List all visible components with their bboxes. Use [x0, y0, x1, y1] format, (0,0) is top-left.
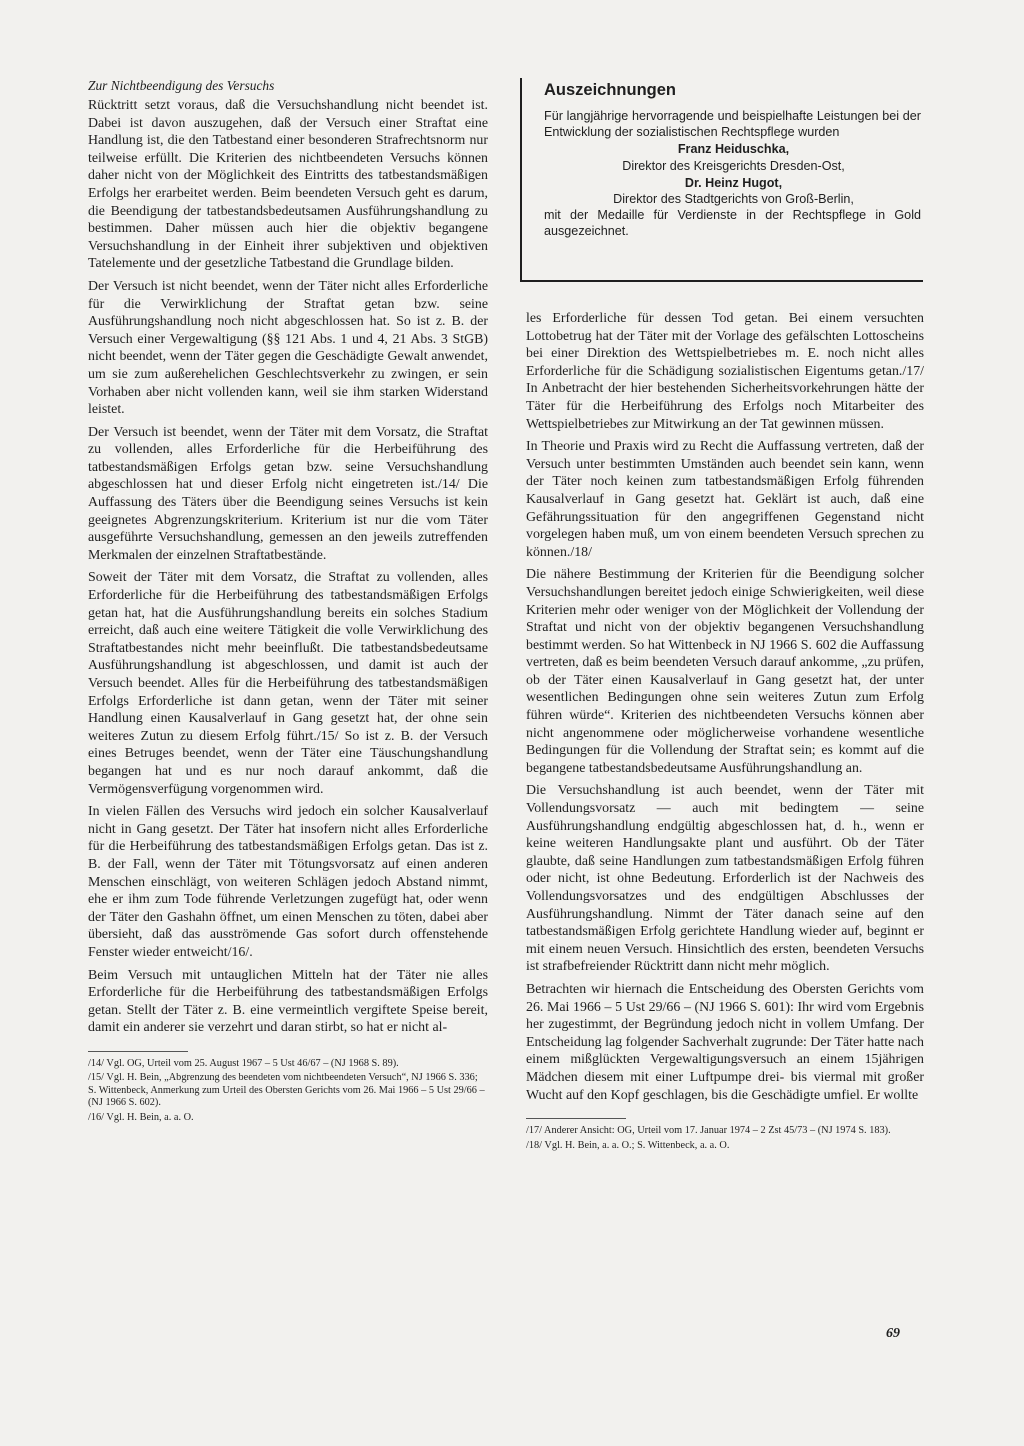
page-number: 69 — [886, 1326, 900, 1341]
paragraph: Die nähere Bestimmung der Kriterien für die Beendigung solcher Versuchshandlungen bereitet jedoch einige Schwierigkeiten, weil diese Kriterien mehr oder weniger von der Möglichkeit der Vollendung der Straftat und nicht von der objektiv begangenen Versuchshandlung bestimmt werden. So hat Wittenbeck in NJ 1966 S. 602 die Auffassung vertreten, daß es beim beendeten Versuch darauf ankomme, „zu prüfen, ob der Täter einen Kausalverlauf in Gang gesetzt hat, der unter wesentlichen Bedingungen ohne sein weiteres Zutun zum Erfolg führen würde“. Kriterien des nichtbeendeten Versuchs können aber nicht angenommene oder möglicherweise vorhandene wesentliche Bedingungen für die Vollendung der Straftat sein; es kommt auf die begangene tatbestandsbedeutsame Ausführungshandlung an. — [526, 567, 924, 776]
recipient-name: Franz Heiduschka, — [677, 142, 790, 157]
award-outro: mit der Medaille für Verdienste in der Rechtspflege in Gold ausgezeichnet. — [544, 208, 921, 239]
paragraph: Betrachten wir hiernach die Entscheidung des Obersten Gerichts vom 26. Mai 1966 – 5 Ust 29/66 – (NJ 1966 S. 601): Ihr wird vom Ergebnis her zugestimmt, der Begründung jedoch nicht in vollem Umfang. Der Entscheidung lag folgender Sachverhalt zugrunde: Der Täter hatte nach einem mißglückten Vergewaltigungsversuch an einem 15jährigen Mädchen diesem mit einer Luftpumpe drei- bis viermal mit großer Wucht auf den Kopf geschlagen, bis die Geschädigte umfiel. Er wollte — [526, 981, 924, 1103]
footnote: /16/ Vgl. H. Bein, a. a. O. — [88, 1111, 194, 1123]
paragraph: Soweit der Täter mit dem Vorsatz, die Straftat zu vollenden, alles Erforderliche für die Herbeiführung des tatbestandsmäßigen Erfolgs getan hat, hat die Ausführungshandlung bereits ein solches Stadium erreicht, daß auch eine weitere Tätigkeit die volle Verwirklichung des Straftatbestandes nicht mehr beeinflußt. Die tatbestandsbedeutsame Ausführungshandlung ist abgeschlossen, und damit ist auch der Versuch beendet. Alles für die Herbeiführung des tatbestandsmäßigen Erfolgs Erforderliche ist dann getan, wenn der Täter mit seiner Handlung einen Kausalverlauf in Gang gesetzt hat, der ohne sein weiteres Zutun zu diesem Erfolg führt./15/ So ist z. B. der Versuch eines Betruges beendet, wenn der Täter eine Täuschungshandlung begangen hat und es nur noch darauf ankommt, daß die Vermögensverfügung vorgenommen wird. — [88, 570, 488, 797]
paragraph: Beim Versuch mit untauglichen Mitteln hat der Täter nie alles Erforderliche für die Herbeiführung des tatbestandsmäßigen Erfolgs getan. Stellt der Täter z. B. eine vermeintlich vergiftete Speise bereit, damit ein anderer sie verzehrt und daran stirbt, so hat er nicht al- — [88, 967, 488, 1036]
footnote: /14/ Vgl. OG, Urteil vom 25. August 1967 – 5 Ust 46/67 – (NJ 1968 S. 89). — [88, 1057, 399, 1069]
section-title: Zur Nichtbeendigung des Versuchs — [88, 78, 275, 93]
footnote: /18/ Vgl. H. Bein, a. a. O.; S. Wittenbeck, a. a. O. — [526, 1139, 730, 1151]
paragraph: Rücktritt setzt voraus, daß die Versuchshandlung nicht beendet ist. Dabei ist davon auszugehen, daß der Versuch einer Straftat eine Handlung ist, die den Tatbestand einer besonderen Strafrechtsnorm nur teilweise erfüllt. Die Kriterien des nichtbeendeten Versuchs können daher nicht von der Möglichkeit des Eintritts des tatbestandsmäßigen Erfolgs her erarbeitet werden. Beim beendeten Versuch geht es darum, die Beendigung der tatbestandsbedeutsamen Ausführungshandlung zu bestimmen. Daher müssen auch hier die objektiv begangene Versuchshandlung in der Einheit ihrer subjektiven und objektiven Tatelemente und der gesetzliche Tatbestand die Grundlage bilden. — [88, 98, 488, 272]
paragraph: In vielen Fällen des Versuchs wird jedoch ein solcher Kausalverlauf nicht in Gang gesetzt. Der Täter hat insofern nicht alles Erforderliche für die Herbeiführung des tatbestandsmäßigen Erfolgs getan. Das ist z. B. der Fall, wenn der Täter mit Tötungsvorsatz auf einen anderen Menschen einschlägt, von weiteren Schlägen jedoch Abstand nimmt, ehe er ihm zum Tode führende Verletzungen zugefügt hat, oder wenn der Täter den Gashahn öffnet, um einen Menschen zu töten, dabei aber übersieht, daß das ausströmende Gas sofort durch offenstehende Fenster wieder entweicht/16/. — [88, 804, 488, 960]
paragraph: Der Versuch ist nicht beendet, wenn der Täter nicht alles Erforderliche für die Verwirklichung der Straftat getan bzw. seine Ausführungshandlung noch nicht abgeschlossen hat. So ist z. B. der Versuch einer Vergewaltigung (§§ 121 Abs. 1 und 4, 21 Abs. 3 StGB) nicht beendet, wenn der Täter gegen die Geschädigte Gewalt anwendet, um sie zum außerehelichen Geschlechtsverkehr zu zwingen, er sein Vorhaben aber nicht vollenden kann, weil sie ihm starken Widerstand leistet. — [88, 278, 488, 418]
footnote-divider — [526, 1118, 626, 1119]
recipient-role: Direktor des Kreisgerichts Dresden-Ost, — [622, 158, 845, 173]
left-column — [88, 76, 488, 1126]
paragraph: Der Versuch ist beendet, wenn der Täter mit dem Vorsatz, die Straftat zu vollenden, alles Erforderliche für die Herbeiführung des tatbestandsmäßigen Erfolgs getan bzw. seine Versuchshandlung abgeschlossen hat und dieser Erfolg nicht eingetreten ist./14/ Die Auffassung des Täters über die Beendigung seines Versuchs ist kein geeignetes Abgrenzungskriterium. Kriterium ist nur die vom Täter ausgeführte Versuchshandlung, gemessen an den jeweils zutreffenden Merkmalen der einzelnen Straftatbestände. — [88, 424, 488, 563]
award-intro: Für langjährige hervorragende und beispielhafte Leistungen bei der Entwicklung der sozialistischen Rechtspflege wurden — [544, 109, 921, 140]
recipient-name: Dr. Heinz Hugot, — [684, 175, 783, 190]
footnote: /15/ Vgl. H. Bein, „Abgrenzung des beendeten vom nichtbeendeten Versuch“, NJ 1966 S. 336; S. Wittenbeck, Anmerkung zum Urteil des Obersten Gerichts vom 26. Mai 1966 – 5 Ust 29/66 – (NJ 1966 S. 602). — [88, 1072, 485, 1109]
footnote-divider — [88, 1051, 188, 1052]
recipient-role: Direktor des Stadtgerichts von Groß-Berlin, — [613, 192, 854, 207]
award-title: Auszeichnungen — [544, 81, 677, 99]
paragraph: In Theorie und Praxis wird zu Recht die Auffassung vertreten, daß der Versuch unter bestimmten Umständen auch beendet sein kann, wenn der Täter noch keinen zum tatbestandsmäßigen Erfolg führenden Kausalverlauf in Gang gesetzt hat. Geklärt ist auch, daß eine Gefährungssituation für den angegriffenen Gegenstand nicht vorgelegen haben muß, um von einem beendeten Versuch sprechen zu können./18/ — [526, 439, 924, 560]
paragraph: Die Versuchshandlung ist auch beendet, wenn der Täter mit Vollendungsvorsatz — auch mit bedingtem — seine Ausführungshandlung endgültig abgeschlossen hat, d. h., wenn er keine weiteren Handlungsakte plant und ausführt. Ob der Täter glaubte, daß seine Handlungen zum tatbestandsmäßigen Erfolg führen oder nicht, ist ohne Bedeutung. Erforderlich ist der Nachweis des Vollendungsvorsatzes und des endgültigen Abschlusses der Ausführungshandlung. Nimmt der Täter danach seine auf den tatbestandsmäßigen Erfolg gerichtete Handlung wieder auf, beginnt er mit einem neuen Versuch. Hinsichtlich des ersten, beendeten Versuchs ist strafbefreiender Rücktritt dann nicht mehr möglich. — [526, 783, 924, 975]
paragraph: les Erforderliche für dessen Tod getan. Bei einem versuchten Lottobetrug hat der Täter mit der Vorlage des gefälschten Lottoscheins bei einer Direktion des Wettspielbetriebes m. E. noch nicht alles Erforderliche für die Schädigung sozialistischen Eigentums getan./17/ In Anbetracht der hier bestehenden Sicherheitsvorkehrungen hätte der Täter für die Herbeiführung des Erfolgs noch Mitarbeiter des Wettspielbetriebes zur Mitwirkung an der Tat gewinnen müssen. — [526, 311, 924, 432]
award-notice-box — [520, 78, 923, 282]
right-column — [526, 310, 924, 1154]
footnote: /17/ Anderer Ansicht: OG, Urteil vom 17. Januar 1974 – 2 Zst 45/73 – (NJ 1974 S. 183). — [526, 1125, 891, 1137]
